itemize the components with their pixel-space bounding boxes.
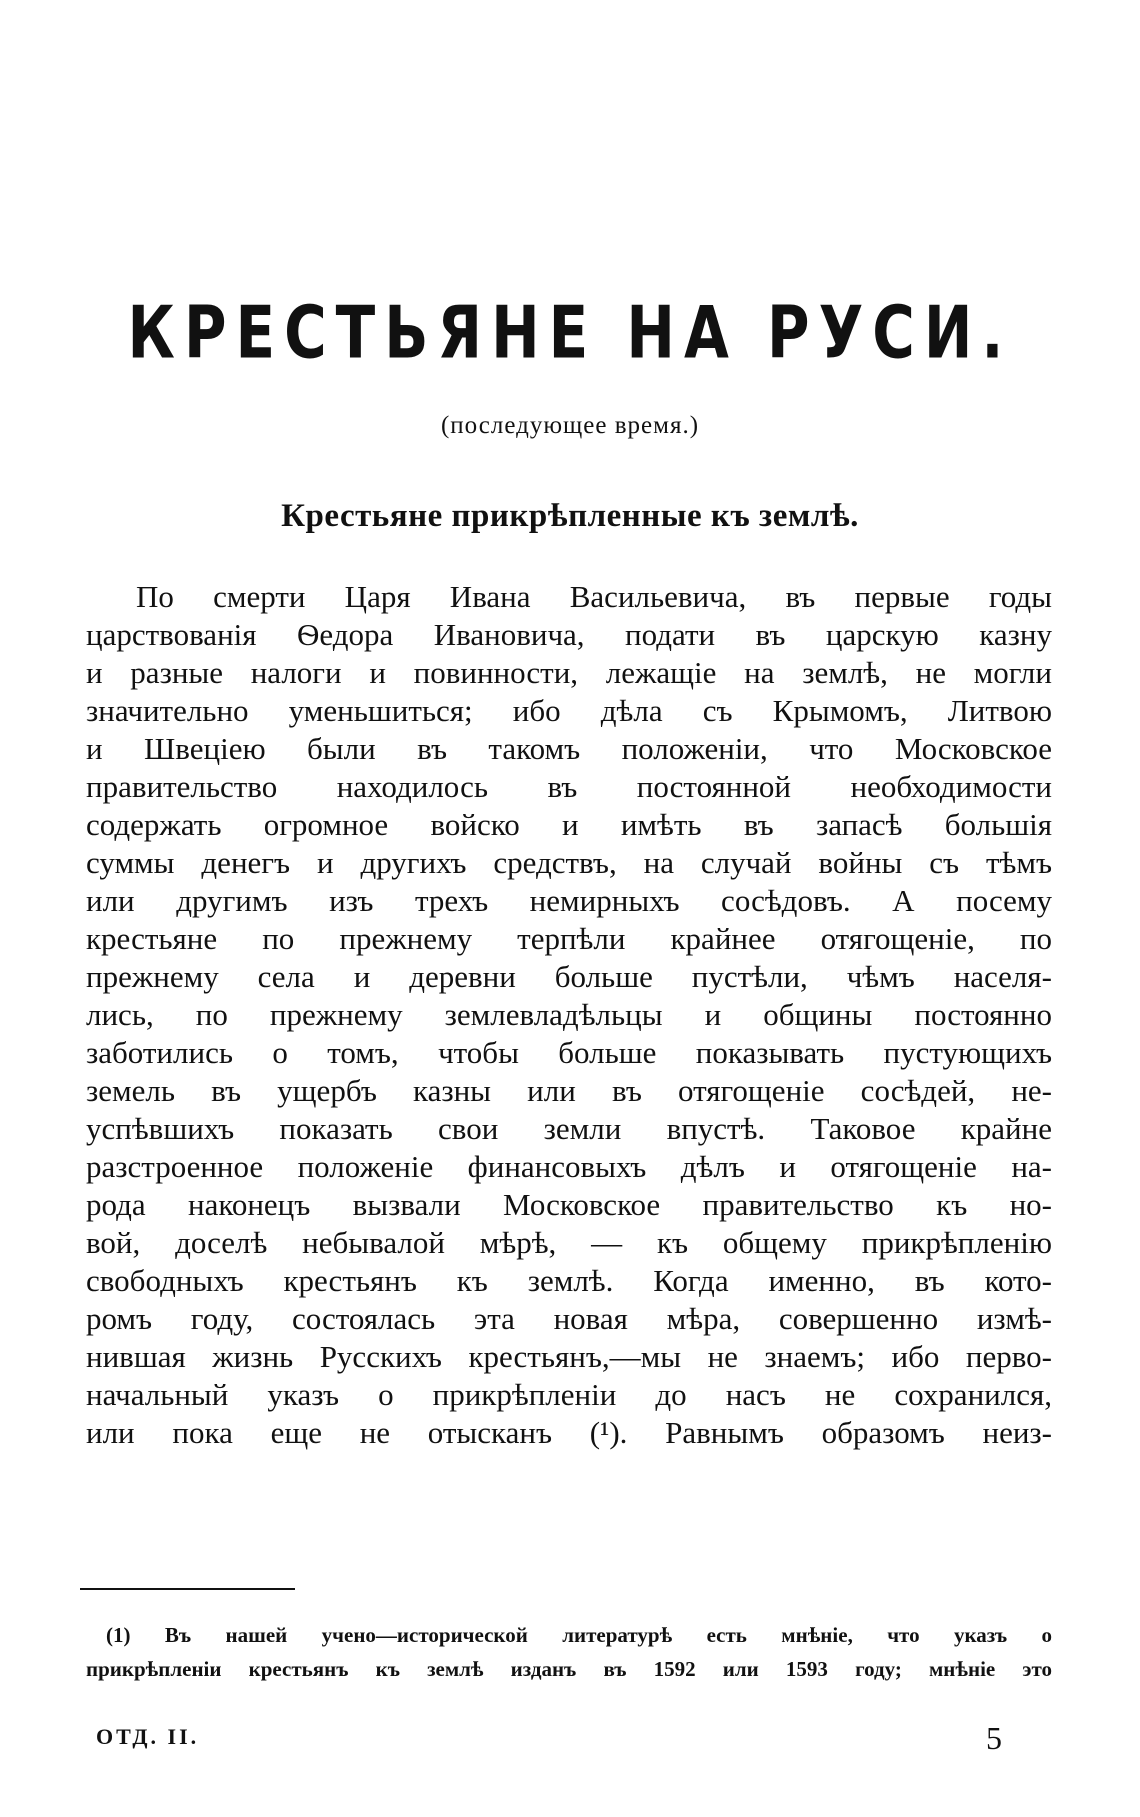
footnote-divider (80, 1588, 295, 1590)
body-line: правительство находилось въ постоянной необходимости (86, 769, 1052, 804)
body-line: нившая жизнь Русскихъ крестьянъ,—мы не знаемъ; ибо перво- (86, 1339, 1052, 1374)
page-footer (86, 1720, 1052, 1760)
body-line: успѣвшихъ показать свои земли впустѣ. Таковое крайне (86, 1111, 1052, 1146)
page-title: КРЕСТЬЯНЕ НА РУСИ. (127, 290, 1013, 375)
body-line: начальный указъ о прикрѣпленіи до насъ не сохранился, (86, 1377, 1052, 1412)
footnote-block (86, 1618, 1052, 1686)
body-line: свободныхъ крестьянъ къ землѣ. Когда именно, въ кото- (86, 1263, 1052, 1298)
body-line: и разные налоги и повинности, лежащіе на землѣ, не могли (86, 655, 1052, 690)
body-line: разстроенное положеніе финансовыхъ дѣлъ и отягощеніе на- (86, 1149, 1052, 1184)
body-paragraph (86, 578, 1052, 1452)
body-line: заботились о томъ, чтобы больше показывать пустующихъ (86, 1035, 1052, 1070)
body-line: вой, доселѣ небывалой мѣрѣ, — къ общему прикрѣпленію (86, 1225, 1052, 1260)
body-line: и Швеціею были въ такомъ положеніи, что Московское (86, 731, 1052, 766)
body-line: значительно уменьшиться; ибо дѣла съ Крымомъ, Литвою (86, 693, 1052, 728)
footnote-line: (1) Въ нашей учено—исторической литературѣ есть мнѣніе, что указъ о (106, 1623, 1052, 1647)
body-line: рода наконецъ вызвали Московское правительство къ но- (86, 1187, 1052, 1222)
body-line: земель въ ущербъ казны или въ отягощеніе сосѣдей, не- (86, 1073, 1052, 1108)
page-number: 5 (986, 1720, 1002, 1756)
body-line: По смерти Царя Ивана Васильевича, въ первые годы (136, 579, 1052, 614)
body-line: или пока еще не отысканъ (¹). Равнымъ образомъ неиз- (86, 1415, 1052, 1450)
body-line: лись, по прежнему землевладѣльцы и общины постоянно (86, 997, 1052, 1032)
section-heading: Крестьяне прикрѣпленные къ землѣ. (281, 498, 859, 534)
body-line: содержать огромное войско и имѣть въ запасѣ большія (86, 807, 1052, 842)
section-signature: ОТД. II. (96, 1724, 200, 1749)
footnote-line: прикрѣпленіи крестьянъ къ землѣ изданъ въ 1592 или 1593 году; мнѣніе это (86, 1657, 1052, 1681)
body-line: ромъ году, состоялась эта новая мѣра, совершенно измѣ- (86, 1301, 1052, 1336)
body-line: суммы денегъ и другихъ средствъ, на случай войны съ тѣмъ (86, 845, 1052, 880)
body-line: царствованія Ѳедора Ивановича, подати въ царскую казну (86, 617, 1052, 652)
body-line: или другимъ изъ трехъ немирныхъ сосѣдовъ. А посему (86, 883, 1052, 918)
page-subtitle: (последующее время.) (440, 412, 700, 439)
body-line: прежнему села и деревни больше пустѣли, чѣмъ населя- (86, 959, 1052, 994)
body-line: крестьяне по прежнему терпѣли крайнее отягощеніе, по (86, 921, 1052, 956)
